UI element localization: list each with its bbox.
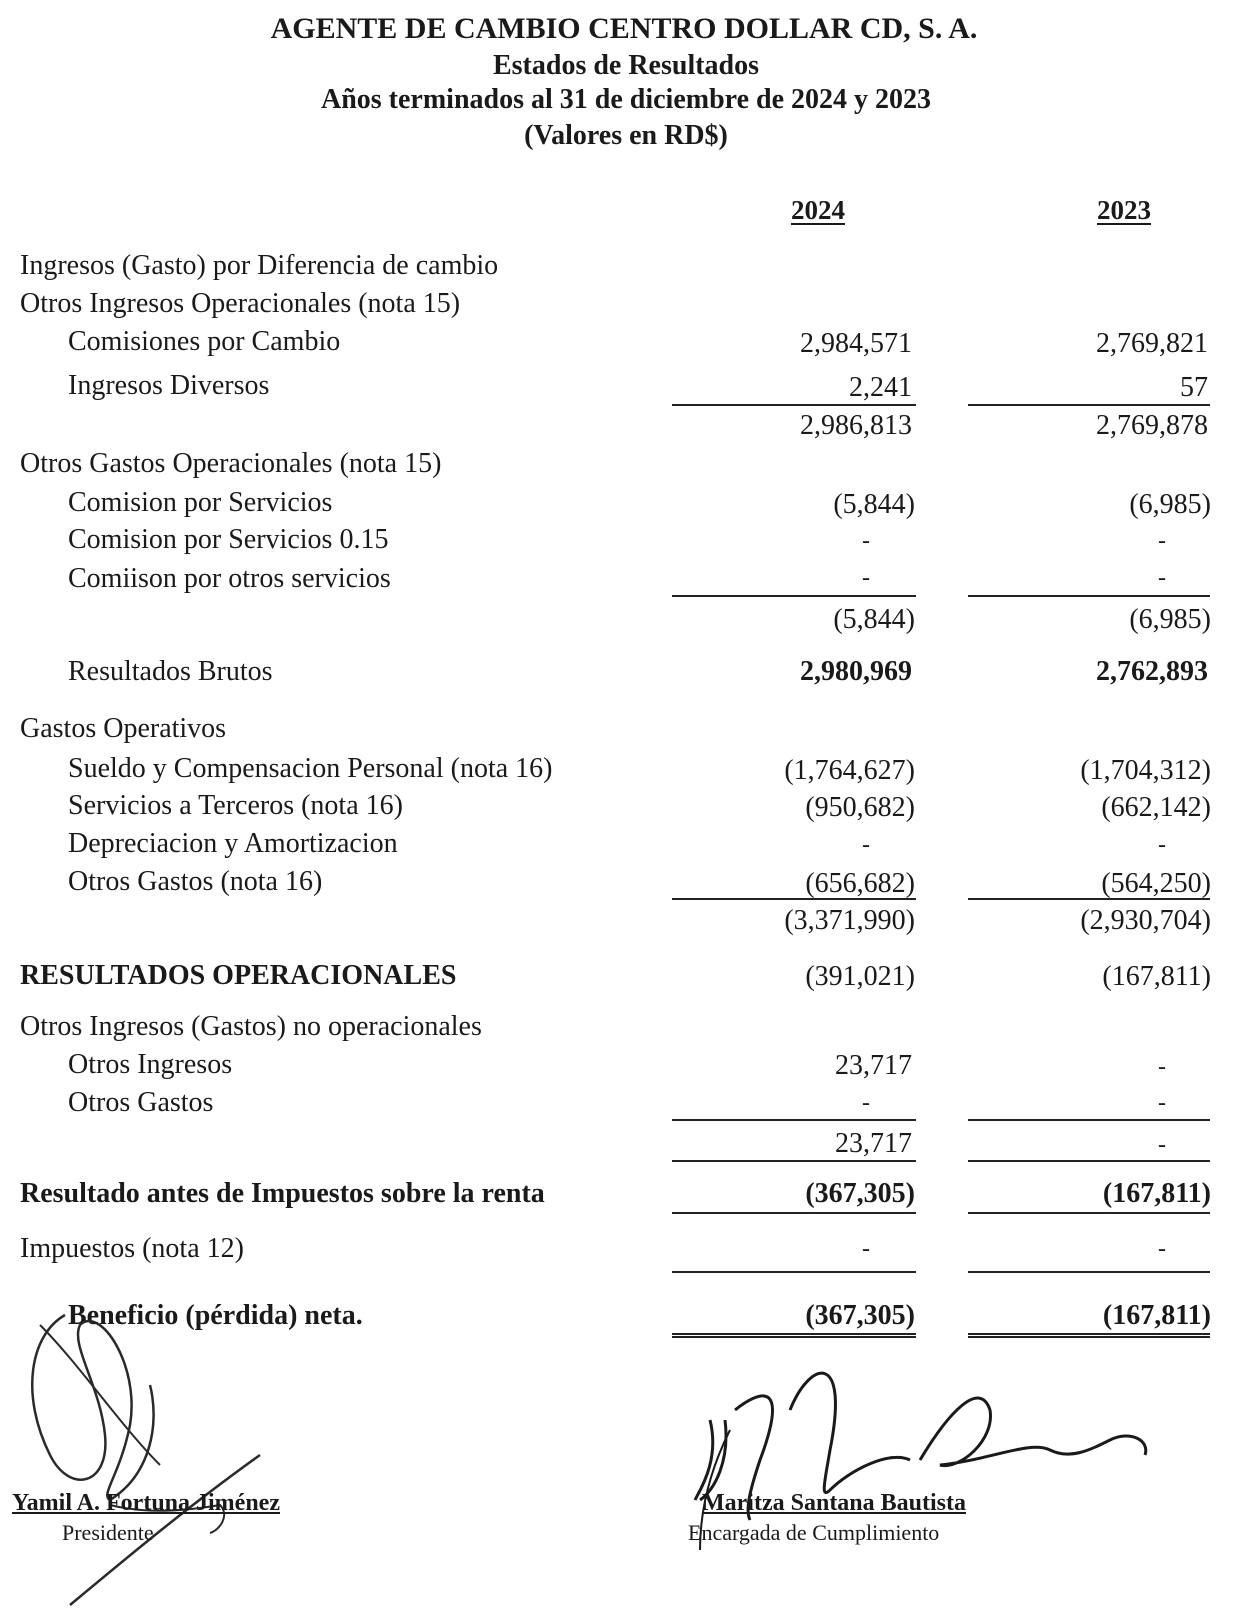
value-2024-otros-ingresos: 23,717	[835, 1050, 912, 1081]
value-2023-resultados-brutos: 2,762,893	[1096, 656, 1208, 687]
row-label-diferencia-cambio: Ingresos (Gasto) por Diferencia de cambio	[20, 250, 499, 281]
value-2024-servicios-terceros: (950,682)	[805, 792, 915, 823]
statement-currency: (Valores en RD$)	[524, 120, 728, 151]
row-label-beneficio-neto: Beneficio (pérdida) neta.	[68, 1300, 363, 1331]
value-2024-depreciacion: -	[862, 832, 870, 858]
value-2023-subtotal-no-operacionales: -	[1158, 1132, 1166, 1158]
row-label-comision-servicios: Comision por Servicios	[68, 487, 333, 518]
value-2023-beneficio-neto: (167,811)	[1102, 1300, 1211, 1331]
value-2023-otros-gastos: -	[1158, 1090, 1166, 1116]
row-label-impuestos: Impuestos (nota 12)	[20, 1233, 244, 1264]
value-2023-comisiones-cambio: 2,769,821	[1096, 328, 1208, 359]
signature-right-role: Encargada de Cumplimiento	[688, 1520, 940, 1545]
signature-right-scribble	[690, 1350, 1160, 1600]
column-header-2024: 2024	[791, 195, 845, 225]
value-2024-subtotal-no-operacionales: 23,717	[835, 1128, 912, 1159]
row-label-sueldo: Sueldo y Compensacion Personal (nota 16)	[68, 753, 553, 784]
value-2024-resultados-brutos: 2,980,969	[800, 656, 912, 687]
value-2023-sueldo: (1,704,312)	[1080, 755, 1211, 786]
row-label-otros-gastos-nota16: Otros Gastos (nota 16)	[68, 866, 323, 897]
value-2023-comision-otros-servicios: -	[1158, 565, 1166, 591]
statement-title: Estados de Resultados	[492, 50, 760, 81]
subtotal-rule-2023	[968, 898, 1210, 900]
subtotal-rule-2024	[672, 1119, 916, 1121]
value-2023-impuestos: -	[1158, 1236, 1166, 1262]
row-label-ingresos-diversos: Ingresos Diversos	[68, 370, 270, 401]
value-2023-comision-servicios: (6,985)	[1129, 489, 1211, 520]
row-label-antes-impuestos: Resultado antes de Impuestos sobre la renta	[20, 1178, 545, 1209]
value-2024-resultados-operacionales: (391,021)	[805, 961, 915, 992]
subtotal-rule-2023	[968, 1119, 1210, 1121]
value-2024-subtotal-gastos-op: (5,844)	[833, 604, 915, 635]
subtotal-rule-2023	[968, 1160, 1210, 1162]
total-rule-2024	[672, 1271, 916, 1273]
value-2024-otros-gastos: -	[862, 1090, 870, 1116]
company-name: AGENTE DE CAMBIO CENTRO DOLLAR CD, S. A.	[270, 12, 978, 45]
subtotal-rule-2024	[672, 898, 916, 900]
value-2023-otros-gastos-nota16: (564,250)	[1101, 868, 1211, 899]
signature-left-name: Yamil A. Fortuna Jiménez	[12, 1490, 280, 1516]
value-2023-subtotal-gastos-operativos: (2,930,704)	[1080, 905, 1211, 936]
subtotal-rule-2023	[968, 404, 1210, 406]
value-2024-antes-impuestos: (367,305)	[805, 1178, 915, 1209]
value-2024-comisiones-cambio: 2,984,571	[800, 328, 912, 359]
row-label-servicios-terceros: Servicios a Terceros (nota 16)	[68, 790, 403, 821]
value-2023-resultados-operacionales: (167,811)	[1102, 961, 1211, 992]
row-label-no-operacionales: Otros Ingresos (Gastos) no operacionales	[20, 1011, 482, 1042]
column-header-2023: 2023	[1097, 195, 1151, 225]
row-label-depreciacion: Depreciacion y Amortizacion	[68, 828, 398, 859]
value-2023-subtotal-gastos-op: (6,985)	[1129, 604, 1211, 635]
subtotal-rule-2024	[672, 595, 916, 597]
value-2024-ingresos-diversos: 2,241	[849, 372, 912, 403]
double-rule-2024	[672, 1333, 916, 1338]
total-rule-2023	[968, 1271, 1210, 1273]
value-2024-sueldo: (1,764,627)	[784, 755, 915, 786]
row-label-comision-servicios-015: Comision por Servicios 0.15	[68, 524, 389, 555]
row-label-comision-otros-servicios: Comiison por otros servicios	[68, 563, 391, 594]
subtotal-rule-2023	[968, 595, 1210, 597]
value-2024-beneficio-neto: (367,305)	[805, 1300, 915, 1331]
value-2024-impuestos: -	[862, 1236, 870, 1262]
total-rule-2024	[672, 1212, 916, 1214]
value-2024-comision-servicios-015: -	[862, 528, 870, 554]
double-rule-2023	[968, 1333, 1210, 1338]
row-label-resultados-brutos: Resultados Brutos	[68, 656, 273, 687]
value-2024-otros-gastos-nota16: (656,682)	[805, 868, 915, 899]
signature-left-scribble	[10, 1305, 280, 1610]
value-2024-subtotal-ingresos: 2,986,813	[800, 410, 912, 441]
value-2023-comision-servicios-015: -	[1158, 528, 1166, 554]
row-label-otros-ingresos: Otros Ingresos	[68, 1049, 233, 1080]
row-label-otros-ingresos-operacionales: Otros Ingresos Operacionales (nota 15)	[20, 288, 461, 319]
total-rule-2023	[968, 1212, 1210, 1214]
row-label-otros-gastos: Otros Gastos	[68, 1087, 214, 1118]
row-label-resultados-operacionales: RESULTADOS OPERACIONALES	[20, 960, 457, 991]
value-2023-antes-impuestos: (167,811)	[1102, 1178, 1211, 1209]
subtotal-rule-2024	[672, 404, 916, 406]
row-label-comisiones-cambio: Comisiones por Cambio	[68, 326, 341, 357]
value-2023-ingresos-diversos: 57	[1180, 372, 1208, 403]
row-label-otros-gastos-operacionales: Otros Gastos Operacionales (nota 15)	[20, 448, 442, 479]
value-2024-subtotal-gastos-operativos: (3,371,990)	[784, 905, 915, 936]
value-2024-comision-otros-servicios: -	[862, 565, 870, 591]
value-2023-otros-ingresos: -	[1158, 1054, 1166, 1080]
value-2023-depreciacion: -	[1158, 832, 1166, 858]
statement-period: Años terminados al 31 de diciembre de 2024 y 2023	[320, 84, 932, 115]
value-2023-subtotal-ingresos: 2,769,878	[1096, 410, 1208, 441]
row-label-gastos-operativos: Gastos Operativos	[20, 713, 227, 744]
signature-right-name: Maritza Santana Bautista	[702, 1490, 966, 1516]
value-2024-comision-servicios: (5,844)	[833, 489, 915, 520]
subtotal-rule-2024	[672, 1160, 916, 1162]
signature-left-role: Presidente	[62, 1520, 154, 1545]
value-2023-servicios-terceros: (662,142)	[1101, 792, 1211, 823]
